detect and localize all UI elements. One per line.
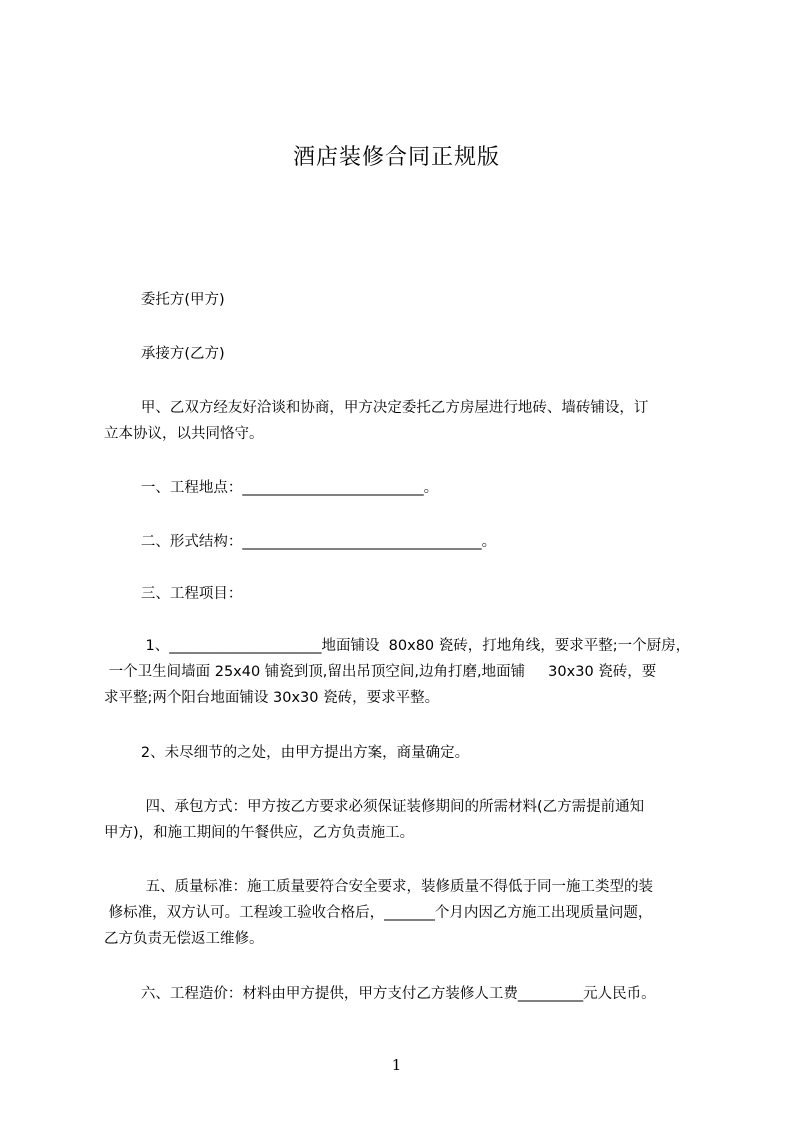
document-title: 酒店装修合同正规版 bbox=[292, 145, 500, 170]
party-b-line: 承接方(乙方) bbox=[104, 346, 225, 362]
clause-project-cost: 六、工程造价：材料由甲方提供，甲方支付乙方装修人工费_________元人民币。 bbox=[104, 986, 656, 1002]
clause-items-heading: 三、工程项目： bbox=[104, 586, 243, 602]
clause-structure: 二、形式结构：_________________________________。 bbox=[104, 534, 497, 550]
clause-quality-standard: 五、质量标准：施工质量要符合安全要求，装修质量不得低于同一施工类型的装 修标准，双方认可。工程竣工验收合格后，_______个月内因乙方施工出现质量问题， 乙方负责无偿返工维修。 bbox=[104, 879, 653, 947]
page-number: 1 bbox=[391, 1056, 402, 1074]
clause-items-2: 2、未尽细节的之处，由甲方提出方案，商量确定。 bbox=[104, 745, 470, 761]
clause-contract-method: 四、承包方式：甲方按乙方要求必须保证装修期间的所需材料(乙方需提前通知 甲方)，和施工期间的午餐供应，乙方负责施工。 bbox=[104, 799, 645, 841]
clause-items-1: 1、_____________________地面铺设 80x80 瓷砖，打地角线，要求平整;一个厨房， 一个卫生间墙面 25x40 铺瓷到顶,留出吊顶空间,边角打磨,地面铺 30x30 瓷砖，要 求平整;两个阳台地面铺设 30x30 瓷砖，要求平整。 bbox=[104, 638, 691, 706]
party-a-line: 委托方(甲方) bbox=[104, 292, 225, 308]
intro-paragraph: 甲、乙双方经友好洽谈和协商，甲方决定委托乙方房屋进行地砖、墙砖铺设，订 立本协议，以共同恪守。 bbox=[104, 400, 649, 442]
clause-location: 一、工程地点：_________________________。 bbox=[104, 480, 439, 496]
